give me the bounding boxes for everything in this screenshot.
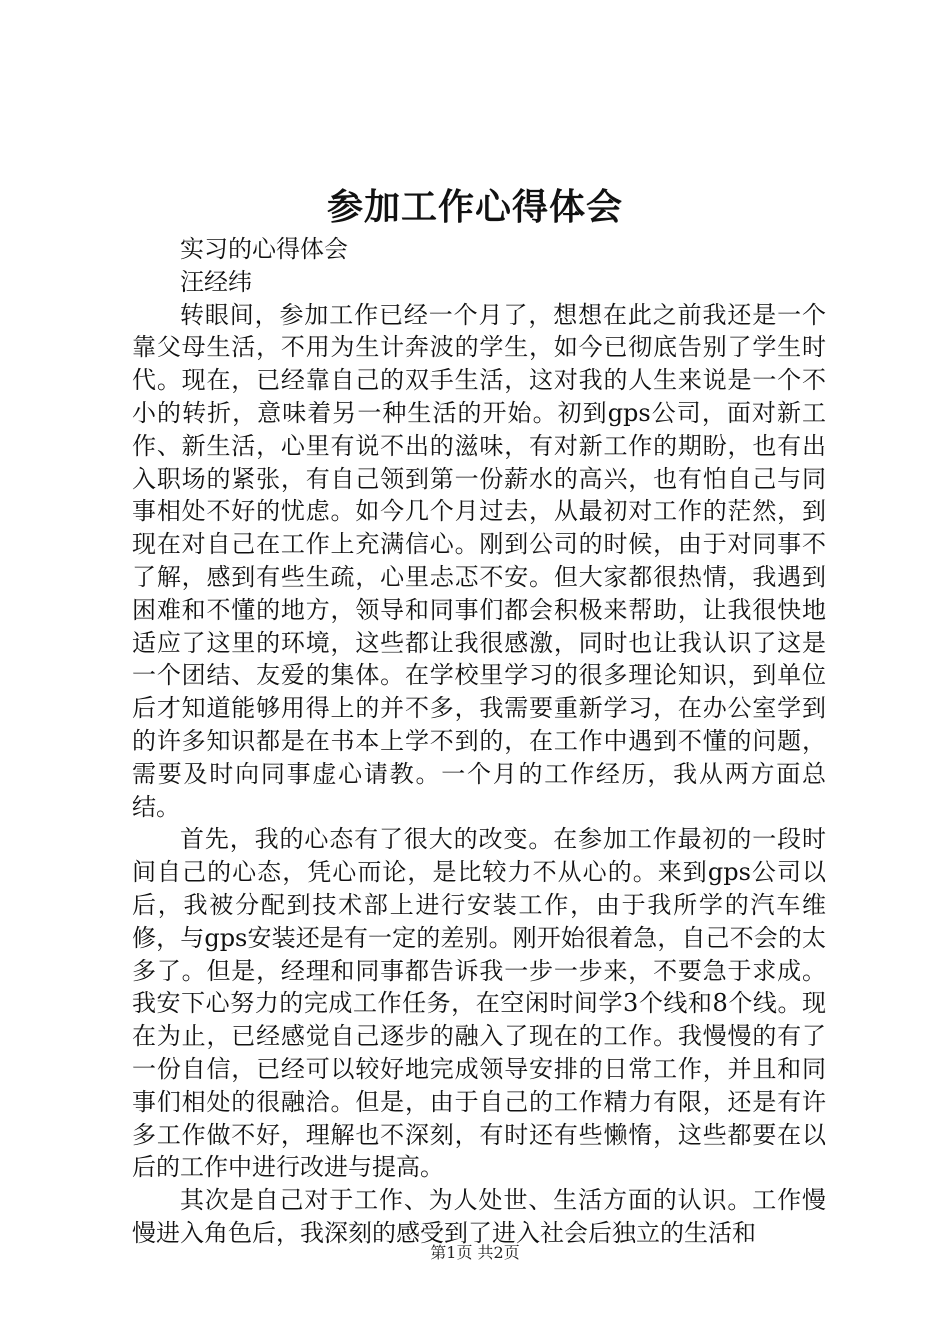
document-body bbox=[132, 233, 826, 1250]
document-author: 汪经纬 bbox=[180, 267, 252, 296]
document-title: 参加工作心得体会 bbox=[326, 186, 623, 228]
body-paragraph-2: 首先，我的心态有了很大的改变。在参加工作最初的一段时间自己的心态，凭心而论，是比较力不从心的。来到gps公司以后，我被分配到技术部上进行安装工作，由于我所学的汽车维修，与gps安装还是有一定的差别。刚开始很着急，自己不会的太多了。但是，经理和同事都告诉我一步一步来，不要急于求成。我安下心努力的完成工作任务，在空闲时间学3个线和8个线。现在为止，已经感觉自己逐步的融入了现在的工作。我慢慢的有了一份自信，已经可以较好地完成领导安排的日常工作，并且和同事们相处的很融洽。但是，由于自己的工作精力有限，还是有许多工作做不好，理解也不深刻，有时还有些懒惰，这些都要在以后的工作中进行改进与提高。 bbox=[132, 825, 826, 1182]
page-footer: 第1页 共2页 bbox=[430, 1243, 520, 1262]
document-subtitle: 实习的心得体会 bbox=[180, 235, 348, 263]
body-paragraph-1: 转眼间，参加工作已经一个月了，想想在此之前我还是一个靠父母生活，不用为生计奔波的学生，如今已彻底告别了学生时代。现在，已经靠自己的双手生活，这对我的人生来说是一个不小的转折，意味着另一种生活的开始。初到gps公司，面对新工作、新生活，心里有说不出的滋味，有对新工作的期盼，也有出入职场的紧张，有自己领到第一份薪水的高兴，也有怕自己与同事相处不好的忧虑。如今几个月过去，从最初对工作的茫然，到现在对自己在工作上充满信心。刚到公司的时候，由于对同事不了解，感到有些生疏，心里忐忑不安。但大家都很热情，我遇到困难和不懂的地方，领导和同事们都会积极来帮助，让我很快地适应了这里的环境，这些都让我很感激，同时也让我认识了这是一个团结、友爱的集体。在学校里学习的很多理论知识，到单位后才知道能够用得上的并不多，我需要重新学习，在办公室学到的许多知识都是在书本上学不到的，在工作中遇到不懂的问题，需要及时向同事虚心请教。一个月的工作经历，我从两方面总结。 bbox=[132, 300, 826, 821]
body-paragraph-3: 其次是自己对于工作、为人处世、生活方面的认识。工作慢慢进入角色后，我深刻的感受到了进入社会后独立的生活和 bbox=[132, 1186, 826, 1247]
